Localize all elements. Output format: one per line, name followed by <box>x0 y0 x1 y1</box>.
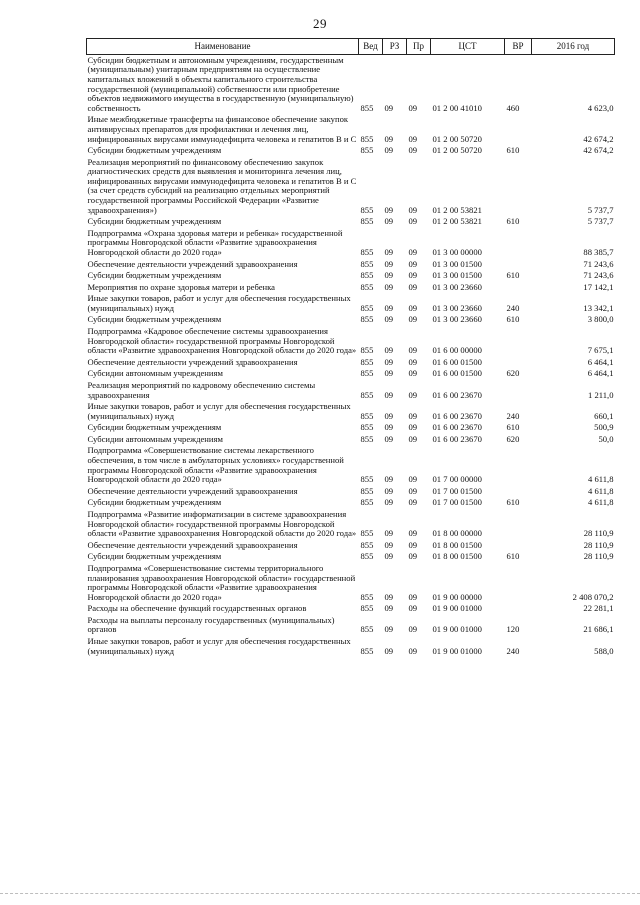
row-cst: 01 6 00 23670 <box>432 389 482 400</box>
row-amount: 28 110,9 <box>583 551 614 562</box>
row-ved: 855 <box>360 314 374 325</box>
table-row <box>87 540 615 552</box>
row-amount: 500,9 <box>594 422 614 433</box>
row-rz: 09 <box>384 204 394 215</box>
row-amount: 13 342,1 <box>583 302 614 313</box>
row-amount: 71 243,6 <box>583 258 614 269</box>
row-cst: 01 6 00 01500 <box>432 356 482 367</box>
row-ved: 855 <box>360 474 374 485</box>
row-rz: 09 <box>384 551 394 562</box>
row-rz: 09 <box>384 133 394 144</box>
row-amount: 17 142,1 <box>583 281 614 292</box>
row-pr: 09 <box>408 145 418 156</box>
row-amount: 4 611,8 <box>588 485 614 496</box>
row-pr: 09 <box>408 281 418 292</box>
row-name: Подпрограмма «Охрана здоровья матери и ребенка» государственной программы Новгородской области «Развитие здравоохранения Новгородской области до 2020 года» <box>87 227 343 257</box>
row-pr: 09 <box>408 216 418 227</box>
row-ved: 855 <box>360 302 374 313</box>
row-pr: 09 <box>408 528 418 539</box>
header-cst: ЦСТ <box>431 39 505 55</box>
row-ved: 855 <box>360 204 374 215</box>
row-rz: 09 <box>384 485 394 496</box>
row-ved: 855 <box>360 603 374 614</box>
row-vr <box>505 259 532 271</box>
row-vr: 610 <box>506 551 520 562</box>
row-pr: 09 <box>408 551 418 562</box>
row-pr: 09 <box>408 410 418 421</box>
table-row <box>87 326 615 357</box>
row-pr: 09 <box>408 497 418 508</box>
row-pr: 09 <box>408 389 418 400</box>
row-ved: 855 <box>360 539 374 550</box>
row-cst: 01 8 00 01500 <box>432 551 482 562</box>
table-row <box>87 380 615 401</box>
row-rz: 09 <box>384 102 394 113</box>
row-pr: 09 <box>408 591 418 602</box>
row-name: Субсидии бюджетным учреждениям <box>87 551 222 562</box>
row-name: Подпрограмма «Развитие информатизации в системе здравоохранения Новгородской области» государственной программы Новгородской области «Развитие здравоохранения Новгородской области до 2020 года» <box>87 509 357 539</box>
row-rz: 09 <box>384 539 394 550</box>
row-ved: 855 <box>360 133 374 144</box>
row-pr: 09 <box>408 422 418 433</box>
row-pr: 09 <box>408 102 418 113</box>
table-row <box>87 259 615 271</box>
row-amount: 5 737,7 <box>587 204 614 215</box>
row-cst: 01 6 00 23670 <box>432 433 482 444</box>
header-ved: Вед <box>359 39 383 55</box>
row-rz: 09 <box>384 345 394 356</box>
row-name: Субсидии бюджетным учреждениям <box>87 422 222 433</box>
row-amount: 50,0 <box>598 433 614 444</box>
row-rz: 09 <box>384 314 394 325</box>
header-rz: РЗ <box>383 39 407 55</box>
table-row <box>87 509 615 540</box>
row-name: Обеспечение деятельности учреждений здравоохранения <box>87 485 298 496</box>
row-rz: 09 <box>384 216 394 227</box>
row-cst: 01 2 00 50720 <box>432 133 482 144</box>
row-ved: 855 <box>360 356 374 367</box>
row-cst: 01 9 00 00000 <box>432 591 482 602</box>
row-amount: 6 464,1 <box>587 356 614 367</box>
row-vr <box>505 446 532 486</box>
row-vr <box>505 486 532 498</box>
row-ved: 855 <box>360 528 374 539</box>
row-cst: 01 8 00 01500 <box>432 539 482 550</box>
table-row <box>87 282 615 294</box>
row-vr: 240 <box>506 410 520 421</box>
row-name: Расходы на обеспечение функций государственных органов <box>87 603 307 614</box>
row-ved: 855 <box>360 551 374 562</box>
table-row <box>87 315 615 327</box>
table-row <box>87 228 615 259</box>
row-vr <box>505 509 532 540</box>
table-row <box>87 115 615 146</box>
row-amount: 28 110,9 <box>583 539 614 550</box>
table-row <box>87 636 615 657</box>
row-rz: 09 <box>384 270 394 281</box>
row-name: Обеспечение деятельности учреждений здравоохранения <box>87 356 298 367</box>
row-name: Реализация мероприятий по кадровому обеспечению системы здравоохранения <box>87 379 316 400</box>
row-amount: 22 281,1 <box>583 603 614 614</box>
row-name: Подпрограмма «Совершенствование системы территориального планирования здравоохранения Новгородской области» государственной программы Новгородской области «Развитие здравоохранения Новгородской области до 2020 года» <box>87 562 356 602</box>
row-ved: 855 <box>360 410 374 421</box>
row-amount: 28 110,9 <box>583 528 614 539</box>
row-vr: 610 <box>506 216 520 227</box>
row-rz: 09 <box>384 603 394 614</box>
row-rz: 09 <box>384 422 394 433</box>
row-name: Субсидии бюджетным учреждениям <box>87 145 222 156</box>
row-vr: 610 <box>506 497 520 508</box>
row-cst: 01 6 00 01500 <box>432 368 482 379</box>
header-vr: ВР <box>505 39 532 55</box>
row-vr: 610 <box>506 422 520 433</box>
row-vr <box>505 157 532 217</box>
row-cst: 01 2 00 53821 <box>432 204 482 215</box>
header-year: 2016 год <box>532 39 615 55</box>
row-vr <box>505 540 532 552</box>
row-rz: 09 <box>384 356 394 367</box>
table-row <box>87 603 615 615</box>
row-ved: 855 <box>360 345 374 356</box>
row-amount: 660,1 <box>594 410 614 421</box>
row-amount: 42 674,2 <box>583 133 614 144</box>
table-body <box>87 55 615 658</box>
row-cst: 01 6 00 00000 <box>432 345 482 356</box>
table-row <box>87 498 615 510</box>
table-row <box>87 357 615 369</box>
row-amount: 3 800,0 <box>587 314 614 325</box>
row-ved: 855 <box>360 389 374 400</box>
table-row <box>87 369 615 381</box>
row-rz: 09 <box>384 497 394 508</box>
row-amount: 6 464,1 <box>587 368 614 379</box>
row-name: Реализация мероприятий по финансовому обеспечению закупок диагностических средств для выявления и мониторинга лечения лиц, инфицированных вирусами иммунодефицита человека и гепатитов В и С (за счет средств субсидий на реализацию отдельных мероприятий государственной программы Российской Федерации «Развитие здравоохранения») <box>87 156 357 215</box>
row-vr <box>505 603 532 615</box>
row-vr <box>505 357 532 369</box>
row-ved: 855 <box>360 485 374 496</box>
row-rz: 09 <box>384 645 394 656</box>
row-cst: 01 9 00 01000 <box>432 603 482 614</box>
row-rz: 09 <box>384 389 394 400</box>
row-amount: 2 408 070,2 <box>572 591 614 602</box>
row-rz: 09 <box>384 410 394 421</box>
row-cst: 01 3 00 01500 <box>432 270 482 281</box>
row-name: Обеспечение деятельности учреждений здравоохранения <box>87 539 298 550</box>
row-amount: 7 675,1 <box>587 345 614 356</box>
row-rz: 09 <box>384 281 394 292</box>
row-ved: 855 <box>360 145 374 156</box>
row-name: Субсидии бюджетным учреждениям <box>87 216 222 227</box>
row-pr: 09 <box>408 345 418 356</box>
row-name: Обеспечение деятельности учреждений здравоохранения <box>87 258 298 269</box>
row-vr <box>505 326 532 357</box>
table-row <box>87 157 615 217</box>
table-row <box>87 216 615 228</box>
row-name: Субсидии автономным учреждениям <box>87 433 223 444</box>
row-ved: 855 <box>360 270 374 281</box>
row-vr: 240 <box>506 302 520 313</box>
row-rz: 09 <box>384 368 394 379</box>
row-name: Иные межбюджетные трансферты на финансовое обеспечение закупок антивирусных препаратов для профилактики и лечения лиц, инфицированных вирусами иммунодефицита человека и гепатитов В и С <box>87 114 357 144</box>
row-rz: 09 <box>384 258 394 269</box>
row-cst: 01 3 00 01500 <box>432 258 482 269</box>
row-ved: 855 <box>360 624 374 635</box>
row-vr: 610 <box>506 270 520 281</box>
row-pr: 09 <box>408 270 418 281</box>
table-row <box>87 434 615 446</box>
row-pr: 09 <box>408 133 418 144</box>
row-amount: 71 243,6 <box>583 270 614 281</box>
row-ved: 855 <box>360 497 374 508</box>
row-ved: 855 <box>360 645 374 656</box>
row-pr: 09 <box>408 645 418 656</box>
table-row <box>87 423 615 435</box>
row-cst: 01 7 00 01500 <box>432 485 482 496</box>
row-cst: 01 8 00 00000 <box>432 528 482 539</box>
row-cst: 01 7 00 01500 <box>432 497 482 508</box>
row-name: Подпрограмма «Кадровое обеспечение системы здравоохранения Новгородской области» государственной программы Новгородской области «Развитие здравоохранения Новгородской области до 2020 года» <box>87 326 357 356</box>
row-pr: 09 <box>408 258 418 269</box>
table-row <box>87 552 615 564</box>
row-amount: 4 611,8 <box>588 474 614 485</box>
row-vr <box>505 563 532 603</box>
row-ved: 855 <box>360 247 374 257</box>
row-cst: 01 3 00 00000 <box>432 247 482 257</box>
row-vr: 620 <box>506 368 520 379</box>
row-cst: 01 9 00 01000 <box>432 645 482 656</box>
row-ved: 855 <box>360 281 374 292</box>
row-name: Субсидии бюджетным учреждениям <box>87 314 222 325</box>
row-vr: 610 <box>506 314 520 325</box>
row-name: Субсидии автономным учреждениям <box>87 368 223 379</box>
row-pr: 09 <box>408 624 418 635</box>
row-rz: 09 <box>384 528 394 539</box>
row-name: Субсидии бюджетным учреждениям <box>87 497 222 508</box>
budget-table <box>86 38 615 657</box>
row-rz: 09 <box>384 433 394 444</box>
row-name: Иные закупки товаров, работ и услуг для обеспечения государственных (муниципальных) нужд <box>87 636 351 656</box>
table-row <box>87 563 615 603</box>
row-vr: 460 <box>506 102 520 113</box>
table-row <box>87 270 615 282</box>
row-name: Иные закупки товаров, работ и услуг для обеспечения государственных (муниципальных) нужд <box>87 401 351 421</box>
row-cst: 01 6 00 23670 <box>432 422 482 433</box>
row-vr <box>505 282 532 294</box>
row-rz: 09 <box>384 624 394 635</box>
row-pr: 09 <box>408 368 418 379</box>
row-ved: 855 <box>360 433 374 444</box>
row-vr <box>505 115 532 146</box>
row-ved: 855 <box>360 216 374 227</box>
row-cst: 01 2 00 50720 <box>432 145 482 156</box>
row-pr: 09 <box>408 356 418 367</box>
table-row <box>87 401 615 422</box>
row-cst: 01 2 00 53821 <box>432 216 482 227</box>
header-name: Наименование <box>87 39 359 55</box>
row-name: Субсидии бюджетным учреждениям <box>87 270 222 281</box>
page-number: 29 <box>313 16 327 31</box>
row-pr: 09 <box>408 247 418 257</box>
row-pr: 09 <box>408 314 418 325</box>
row-ved: 855 <box>360 368 374 379</box>
row-rz: 09 <box>384 474 394 485</box>
row-vr: 120 <box>506 624 520 635</box>
table-header-row <box>87 39 615 55</box>
row-amount: 4 611,8 <box>588 497 614 508</box>
row-pr: 09 <box>408 539 418 550</box>
row-cst: 01 3 00 23660 <box>432 314 482 325</box>
row-cst: 01 2 00 41010 <box>432 102 482 113</box>
row-name: Расходы на выплаты персоналу государственных (муниципальных) органов <box>87 614 335 635</box>
row-cst: 01 7 00 00000 <box>432 474 482 485</box>
row-name: Иные закупки товаров, работ и услуг для обеспечения государственных (муниципальных) нужд <box>87 293 351 313</box>
row-pr: 09 <box>408 603 418 614</box>
row-rz: 09 <box>384 302 394 313</box>
table-row <box>87 294 615 315</box>
row-amount: 21 686,1 <box>583 624 614 635</box>
row-name: Мероприятия по охране здоровья матери и ребенка <box>87 281 275 292</box>
row-name: Субсидии бюджетным и автономным учреждениям, государственным (муниципальным) унитарным предприятиям на осуществление капитальных вложений в объекты капитального строительства государственной (муниципальной) собственности или приобретение объектов недвижимого имущества в государственную (муниципальную) собственность <box>87 54 354 113</box>
row-cst: 01 9 00 01000 <box>432 624 482 635</box>
row-cst: 01 3 00 23660 <box>432 281 482 292</box>
table-row <box>87 446 615 486</box>
row-rz: 09 <box>384 247 394 257</box>
table-row <box>87 55 615 115</box>
header-pr: Пр <box>407 39 431 55</box>
row-amount: 88 385,7 <box>583 247 614 257</box>
row-rz: 09 <box>384 145 394 156</box>
row-amount: 42 674,2 <box>583 145 614 156</box>
table-row <box>87 486 615 498</box>
row-pr: 09 <box>408 433 418 444</box>
row-amount: 5 737,7 <box>587 216 614 227</box>
row-ved: 855 <box>360 258 374 269</box>
row-pr: 09 <box>408 485 418 496</box>
row-vr: 610 <box>506 145 520 156</box>
row-vr <box>505 228 532 259</box>
row-amount: 588,0 <box>594 645 614 656</box>
row-ved: 855 <box>360 591 374 602</box>
table-row <box>87 145 615 157</box>
row-pr: 09 <box>408 204 418 215</box>
row-pr: 09 <box>408 474 418 485</box>
row-amount: 4 623,0 <box>587 102 614 113</box>
row-ved: 855 <box>360 102 374 113</box>
row-amount: 1 211,0 <box>588 389 614 400</box>
row-ved: 855 <box>360 422 374 433</box>
table-row <box>87 615 615 636</box>
footer-rule <box>0 893 640 894</box>
row-vr <box>505 380 532 401</box>
row-name: Подпрограмма «Совершенствование системы лекарственного обеспечения, в том числе в амбулаторных условиях» государственной программы Новгородской области «Развитие здравоохранения Новгородской области до 2020 года» <box>87 445 344 485</box>
row-rz: 09 <box>384 591 394 602</box>
row-cst: 01 6 00 23670 <box>432 410 482 421</box>
row-vr: 240 <box>506 645 520 656</box>
row-cst: 01 3 00 23660 <box>432 302 482 313</box>
row-vr: 620 <box>506 433 520 444</box>
row-pr: 09 <box>408 302 418 313</box>
